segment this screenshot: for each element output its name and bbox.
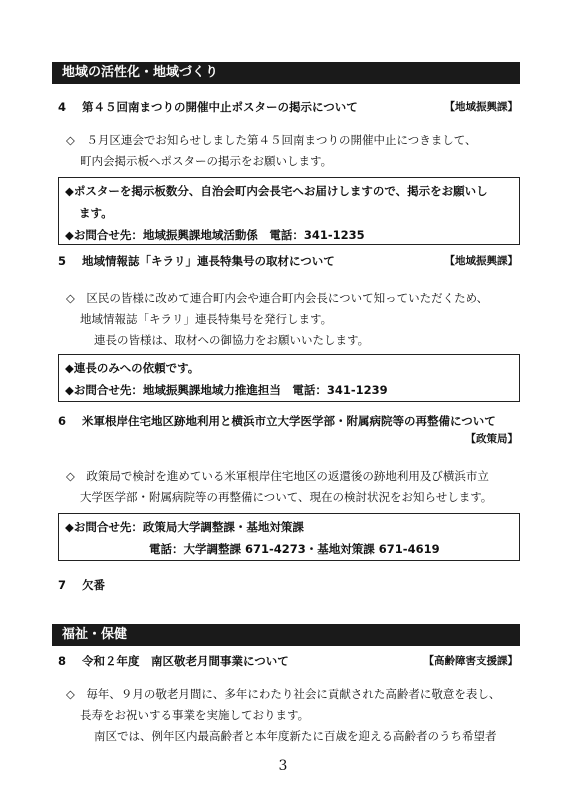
item-4-department: 【地域振興課】 <box>444 101 518 113</box>
paragraph-line: ◇ 区民の皆様に改めて連合町内会や連合町内会長について知っていただくため、 <box>66 291 489 305</box>
item-number: 5 <box>58 254 67 268</box>
item-4-notice-box <box>58 177 520 245</box>
item-5-notice-box <box>58 354 520 402</box>
section-title: 地域の活性化・地域づくり <box>62 65 219 80</box>
item-4-body <box>66 130 516 172</box>
contact-line: ◆お問合せ先：地域振興課地域活動係 電話：341-1235 <box>65 228 365 242</box>
item-number: 4 <box>58 100 67 114</box>
section-title: 福祉・保健 <box>62 627 128 642</box>
item-heading: 米軍根岸住宅地区跡地利用と横浜市立大学医学部・附属病院等の再整備について <box>82 414 496 428</box>
paragraph-line: ◇ 毎年、９月の敬老月間に、多年にわたり社会に貢献された高齢者に敬意を表し、 <box>66 687 501 701</box>
item-6-title <box>58 412 518 430</box>
contact-line: ◆お問合せ先：政策局大学調整課・基地対策課 <box>65 520 304 534</box>
paragraph-line: 地域情報誌「キラリ」連長特集号を発行します。 <box>80 312 333 326</box>
paragraph-line: 町内会掲示板へポスターの掲示をお願いします。 <box>80 154 333 168</box>
paragraph-line: 連長の皆様は、取材への御協力をお願いいたします。 <box>94 333 370 347</box>
paragraph-line: ◇ ５月区連会でお知らせしました第４５回南まつりの開催中止につきまして、 <box>66 133 477 147</box>
notice-line: ◆ポスターを掲示板数分、自治会町内会長宅へお届けしますので、掲示をお願いし <box>65 184 488 198</box>
item-number: 6 <box>58 414 67 428</box>
item-heading: 欠番 <box>82 578 105 592</box>
item-number: 7 <box>58 578 67 592</box>
item-heading: 地域情報誌「キラリ」連長特集号の取材について <box>82 254 335 268</box>
section-header-community <box>52 62 520 84</box>
paragraph-line: 長寿をお祝いする事業を実施しております。 <box>80 708 310 722</box>
item-5-body <box>66 288 516 351</box>
phone-line: 電話：大学調整課 671-4273・基地対策課 671-4619 <box>149 542 440 556</box>
item-5-department: 【地域振興課】 <box>444 255 518 267</box>
section-header-welfare <box>52 624 520 646</box>
notice-line: ます。 <box>79 206 113 220</box>
item-8-body <box>66 684 516 747</box>
paragraph-line: 南区では、例年区内最高齢者と本年度新たに百歳を迎える高齢者のうち希望者 <box>94 729 497 743</box>
paragraph-line: ◇ 政策局で検討を進めている米軍根岸住宅地区の返還後の跡地利用及び横浜市立 <box>66 469 489 483</box>
item-heading: 第４５回南まつりの開催中止ポスターの掲示について <box>82 100 358 114</box>
item-8-department: 【高齢障害支援課】 <box>423 655 518 667</box>
item-6-department: 【政策局】 <box>465 433 518 445</box>
notice-line: ◆連長のみへの依頼です。 <box>65 361 200 375</box>
contact-line: ◆お問合せ先：地域振興課地域力推進担当 電話：341-1239 <box>65 383 388 397</box>
item-number: 8 <box>58 654 67 668</box>
item-heading: 令和２年度 南区敬老月間事業について <box>82 654 289 668</box>
item-7-title <box>58 576 518 594</box>
item-6-body <box>66 466 516 508</box>
item-6-notice-box <box>58 513 520 561</box>
paragraph-line: 大学医学部・附属病院等の再整備について、現在の検討状況をお知らせします。 <box>80 490 493 504</box>
page-number: 3 <box>278 758 288 774</box>
